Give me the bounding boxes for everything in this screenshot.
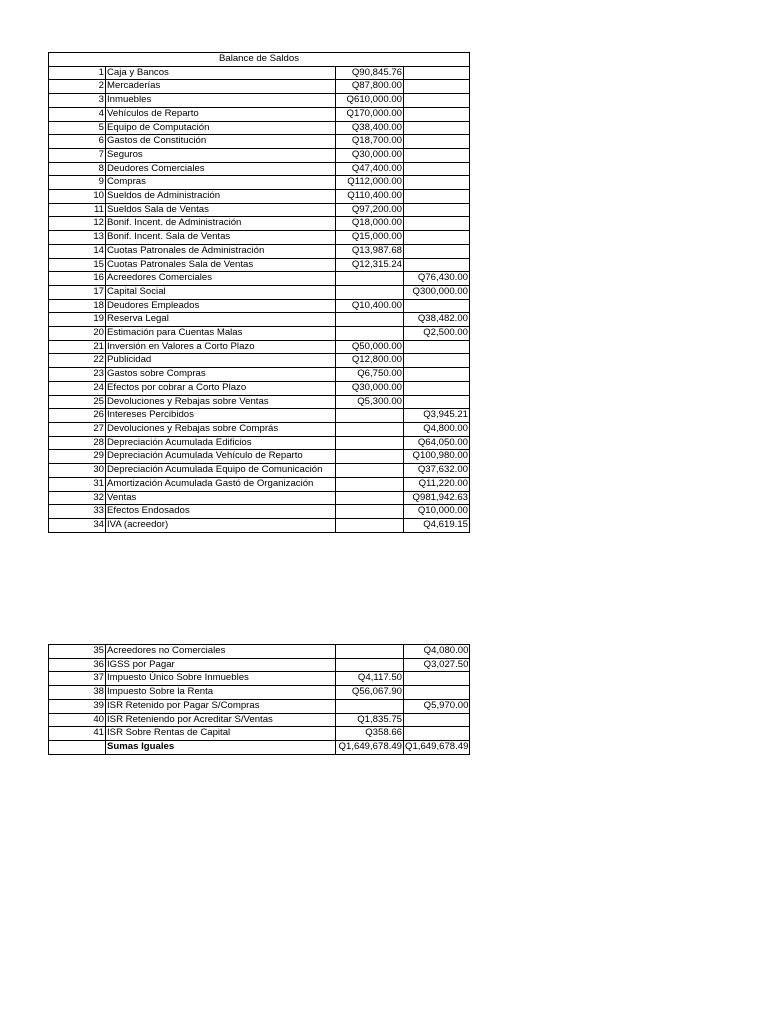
account-number: 32 — [49, 491, 106, 505]
table-row — [49, 258, 470, 272]
account-name: Intereses Percibidos — [106, 409, 336, 423]
debit-amount — [336, 658, 404, 672]
credit-amount: Q38,482.00 — [404, 313, 470, 327]
account-number: 12 — [49, 217, 106, 231]
table-row — [49, 464, 470, 478]
debit-amount: Q12,315.24 — [336, 258, 404, 272]
debit-amount — [336, 436, 404, 450]
table-row — [49, 107, 470, 121]
credit-amount: Q2,500.00 — [404, 327, 470, 341]
credit-amount — [404, 66, 470, 80]
table-row — [49, 518, 470, 532]
account-number: 41 — [49, 727, 106, 741]
account-name: Devoluciones y Rebajas sobre Ventas — [106, 395, 336, 409]
account-name: Sueldos Sala de Ventas — [106, 203, 336, 217]
account-name: Deudores Empleados — [106, 299, 336, 313]
account-name: Cuotas Patronales de Administración — [106, 244, 336, 258]
account-number: 21 — [49, 340, 106, 354]
credit-amount: Q4,800.00 — [404, 422, 470, 436]
account-name: Amortización Acumulada Gastó de Organización — [106, 477, 336, 491]
table-row — [49, 381, 470, 395]
debit-amount: Q47,400.00 — [336, 162, 404, 176]
account-number: 11 — [49, 203, 106, 217]
credit-amount: Q5,970.00 — [404, 699, 470, 713]
account-name: Impuesto Único Sobre Inmuebles — [106, 672, 336, 686]
table-row — [49, 686, 470, 700]
debit-amount — [336, 450, 404, 464]
debit-amount — [336, 477, 404, 491]
account-number: 2 — [49, 80, 106, 94]
account-number: 35 — [49, 645, 106, 659]
account-name: Depreciación Acumulada Edificios — [106, 436, 336, 450]
account-number: 4 — [49, 107, 106, 121]
debit-amount: Q97,200.00 — [336, 203, 404, 217]
debit-amount: Q38,400.00 — [336, 121, 404, 135]
table-title: Balance de Saldos — [49, 53, 470, 67]
account-name: Sueldos de Administración — [106, 190, 336, 204]
row-number — [49, 740, 106, 754]
account-number: 34 — [49, 518, 106, 532]
table-row — [49, 66, 470, 80]
table-row — [49, 244, 470, 258]
debit-amount — [336, 491, 404, 505]
account-name: Bonif. Incent. Sala de Ventas — [106, 231, 336, 245]
debit-amount: Q30,000.00 — [336, 148, 404, 162]
credit-amount — [404, 713, 470, 727]
account-number: 37 — [49, 672, 106, 686]
table-row — [49, 148, 470, 162]
credit-amount — [404, 244, 470, 258]
account-name: Vehículos de Reparto — [106, 107, 336, 121]
credit-amount — [404, 299, 470, 313]
credit-amount — [404, 94, 470, 108]
credit-amount: Q76,430.00 — [404, 272, 470, 286]
credit-amount — [404, 162, 470, 176]
totals-haber: Q1,649,678.49 — [404, 740, 470, 754]
totals-row — [49, 740, 470, 754]
credit-amount — [404, 727, 470, 741]
table-row — [49, 299, 470, 313]
credit-amount — [404, 80, 470, 94]
table-row — [49, 285, 470, 299]
table-row — [49, 203, 470, 217]
debit-amount: Q18,000.00 — [336, 217, 404, 231]
credit-amount: Q37,632.00 — [404, 464, 470, 478]
table-row — [49, 313, 470, 327]
debit-amount: Q10,400.00 — [336, 299, 404, 313]
table-row — [49, 422, 470, 436]
debit-amount: Q170,000.00 — [336, 107, 404, 121]
table-row — [49, 121, 470, 135]
debit-amount: Q5,300.00 — [336, 395, 404, 409]
account-number: 40 — [49, 713, 106, 727]
debit-amount — [336, 422, 404, 436]
account-name: Efectos Endosados — [106, 505, 336, 519]
debit-amount: Q56,067.90 — [336, 686, 404, 700]
debit-amount: Q4,117.50 — [336, 672, 404, 686]
table-row — [49, 645, 470, 659]
debit-amount: Q112,000.00 — [336, 176, 404, 190]
credit-amount — [404, 190, 470, 204]
account-number: 7 — [49, 148, 106, 162]
credit-amount — [404, 381, 470, 395]
account-name: IGSS por Pagar — [106, 658, 336, 672]
table-row — [49, 450, 470, 464]
account-name: Equipo de Computación — [106, 121, 336, 135]
account-name: Ventas — [106, 491, 336, 505]
table-row — [49, 231, 470, 245]
credit-amount — [404, 203, 470, 217]
debit-amount: Q1,835.75 — [336, 713, 404, 727]
account-name: Depreciación Acumulada Vehículo de Reparto — [106, 450, 336, 464]
account-number: 8 — [49, 162, 106, 176]
table-row — [49, 272, 470, 286]
table-row — [49, 699, 470, 713]
account-number: 30 — [49, 464, 106, 478]
debit-amount — [336, 645, 404, 659]
account-number: 33 — [49, 505, 106, 519]
account-name: Seguros — [106, 148, 336, 162]
debit-amount — [336, 272, 404, 286]
debit-amount — [336, 505, 404, 519]
account-number: 13 — [49, 231, 106, 245]
account-name: Acreedores Comerciales — [106, 272, 336, 286]
account-number: 39 — [49, 699, 106, 713]
account-number: 9 — [49, 176, 106, 190]
account-number: 25 — [49, 395, 106, 409]
debit-amount: Q110,400.00 — [336, 190, 404, 204]
account-number: 38 — [49, 686, 106, 700]
table-row — [49, 94, 470, 108]
account-number: 23 — [49, 368, 106, 382]
account-name: Publicidad — [106, 354, 336, 368]
table-row — [49, 354, 470, 368]
debit-amount: Q610,000.00 — [336, 94, 404, 108]
account-name: ISR Reteniendo por Acreditar S/Ventas — [106, 713, 336, 727]
account-number: 24 — [49, 381, 106, 395]
account-name: Efectos por cobrar a Corto Plazo — [106, 381, 336, 395]
debit-amount: Q87,800.00 — [336, 80, 404, 94]
account-name: Compras — [106, 176, 336, 190]
table-row — [49, 505, 470, 519]
account-number: 17 — [49, 285, 106, 299]
debit-amount — [336, 285, 404, 299]
account-number: 29 — [49, 450, 106, 464]
table-body — [49, 645, 470, 741]
debit-amount: Q30,000.00 — [336, 381, 404, 395]
credit-amount — [404, 135, 470, 149]
balance-table-part2 — [48, 644, 470, 755]
account-number: 14 — [49, 244, 106, 258]
credit-amount: Q3,027.50 — [404, 658, 470, 672]
account-name: Acreedores no Comerciales — [106, 645, 336, 659]
account-name: Estimación para Cuentas Malas — [106, 327, 336, 341]
credit-amount: Q64,050.00 — [404, 436, 470, 450]
table-row — [49, 327, 470, 341]
table-row — [49, 477, 470, 491]
debit-amount: Q15,000.00 — [336, 231, 404, 245]
account-name: Gastos de Constitución — [106, 135, 336, 149]
account-name: Inversión en Valores a Corto Plazo — [106, 340, 336, 354]
account-name: Bonif. Incent. de Administración — [106, 217, 336, 231]
table-row — [49, 162, 470, 176]
account-number: 27 — [49, 422, 106, 436]
credit-amount: Q300,000.00 — [404, 285, 470, 299]
totals-label: Sumas Iguales — [106, 740, 336, 754]
debit-amount: Q50,000.00 — [336, 340, 404, 354]
account-name: Capital Social — [106, 285, 336, 299]
account-number: 28 — [49, 436, 106, 450]
account-number: 10 — [49, 190, 106, 204]
credit-amount — [404, 395, 470, 409]
debit-amount: Q18,700.00 — [336, 135, 404, 149]
account-name: ISR Sobre Rentas de Capital — [106, 727, 336, 741]
account-name: Devoluciones y Rebajas sobre Comprás — [106, 422, 336, 436]
table-row — [49, 340, 470, 354]
table-row — [49, 395, 470, 409]
debit-amount: Q90,845.76 — [336, 66, 404, 80]
credit-amount — [404, 217, 470, 231]
account-name: Caja y Bancos — [106, 66, 336, 80]
account-number: 20 — [49, 327, 106, 341]
credit-amount — [404, 176, 470, 190]
table-row — [49, 436, 470, 450]
debit-amount — [336, 313, 404, 327]
credit-amount: Q11,220.00 — [404, 477, 470, 491]
account-number: 15 — [49, 258, 106, 272]
account-number: 5 — [49, 121, 106, 135]
credit-amount: Q10,000.00 — [404, 505, 470, 519]
debit-amount: Q12,800.00 — [336, 354, 404, 368]
account-name: Gastos sobre Compras — [106, 368, 336, 382]
table-row — [49, 217, 470, 231]
account-number: 36 — [49, 658, 106, 672]
debit-amount: Q6,750.00 — [336, 368, 404, 382]
debit-amount: Q13,987.68 — [336, 244, 404, 258]
table-row — [49, 135, 470, 149]
credit-amount — [404, 231, 470, 245]
credit-amount — [404, 107, 470, 121]
account-number: 19 — [49, 313, 106, 327]
totals-debe: Q1,649,678.49 — [336, 740, 404, 754]
credit-amount — [404, 148, 470, 162]
account-number: 18 — [49, 299, 106, 313]
table-body — [49, 66, 470, 532]
credit-amount — [404, 368, 470, 382]
table-row — [49, 80, 470, 94]
account-name: Impuesto Sobre la Renta — [106, 686, 336, 700]
table-row — [49, 672, 470, 686]
debit-amount — [336, 327, 404, 341]
credit-amount — [404, 672, 470, 686]
credit-amount: Q4,619.15 — [404, 518, 470, 532]
account-name: Inmuebles — [106, 94, 336, 108]
account-name: Reserva Legal — [106, 313, 336, 327]
credit-amount — [404, 686, 470, 700]
account-number: 1 — [49, 66, 106, 80]
debit-amount — [336, 518, 404, 532]
account-number: 31 — [49, 477, 106, 491]
account-number: 22 — [49, 354, 106, 368]
account-name: Depreciación Acumulada Equipo de Comunicación — [106, 464, 336, 478]
credit-amount — [404, 340, 470, 354]
account-number: 16 — [49, 272, 106, 286]
table-row — [49, 409, 470, 423]
balance-table-part1 — [48, 52, 470, 533]
account-name: IVA (acreedor) — [106, 518, 336, 532]
account-name: Cuotas Patronales Sala de Ventas — [106, 258, 336, 272]
account-name: Deudores Comerciales — [106, 162, 336, 176]
account-name: Mercaderías — [106, 80, 336, 94]
credit-amount: Q981,942.63 — [404, 491, 470, 505]
credit-amount — [404, 121, 470, 135]
account-number: 6 — [49, 135, 106, 149]
table-row — [49, 190, 470, 204]
debit-amount — [336, 464, 404, 478]
credit-amount — [404, 354, 470, 368]
table-row — [49, 368, 470, 382]
table-row — [49, 727, 470, 741]
account-number: 3 — [49, 94, 106, 108]
table-row — [49, 176, 470, 190]
debit-amount — [336, 699, 404, 713]
debit-amount: Q358.66 — [336, 727, 404, 741]
table-row — [49, 491, 470, 505]
table-row — [49, 713, 470, 727]
table-row — [49, 658, 470, 672]
account-name: ISR Retenido por Pagar S/Compras — [106, 699, 336, 713]
credit-amount — [404, 258, 470, 272]
credit-amount: Q3,945.21 — [404, 409, 470, 423]
credit-amount: Q4,080.00 — [404, 645, 470, 659]
account-number: 26 — [49, 409, 106, 423]
credit-amount: Q100,980.00 — [404, 450, 470, 464]
debit-amount — [336, 409, 404, 423]
